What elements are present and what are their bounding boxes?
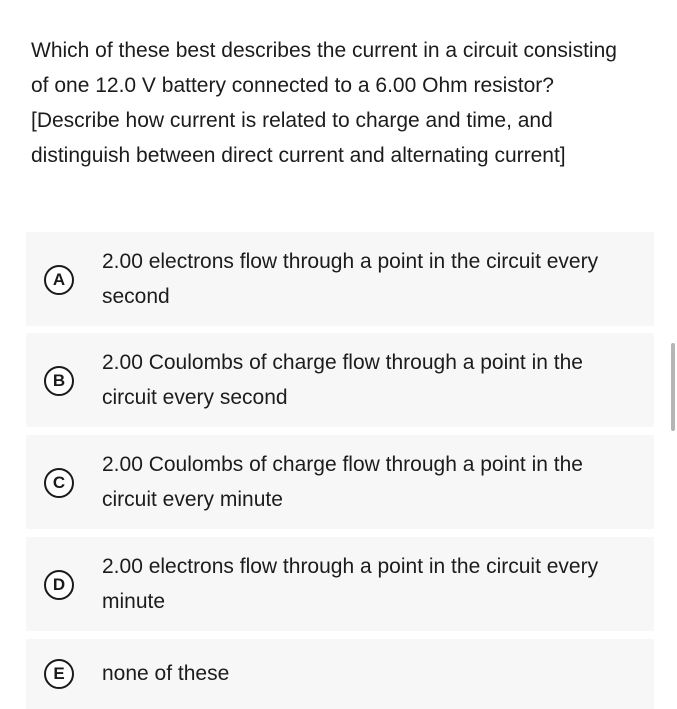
scrollbar[interactable] xyxy=(671,343,675,431)
option-d[interactable] xyxy=(26,537,654,631)
option-e[interactable] xyxy=(26,639,654,709)
option-text: 2.00 electrons flow through a point in the circuit every second xyxy=(102,250,599,308)
option-c[interactable] xyxy=(26,435,654,529)
question-text: Which of these best describes the current in a circuit consisting of one 12.0 V battery connected to a 6.00 Ohm resistor? [Describe how current is related to charge and time, and distinguish between direct current and alternating current] xyxy=(31,39,617,167)
option-text: 2.00 Coulombs of charge flow through a point in the circuit every second xyxy=(102,351,583,409)
option-letter-badge: C xyxy=(44,468,74,498)
option-b[interactable] xyxy=(26,333,654,427)
option-letter-badge: E xyxy=(44,659,74,689)
option-text: none of these xyxy=(102,662,230,685)
option-letter-badge: B xyxy=(44,366,74,396)
option-text: 2.00 Coulombs of charge flow through a point in the circuit every minute xyxy=(102,453,583,511)
option-text: 2.00 electrons flow through a point in the circuit every minute xyxy=(102,555,599,613)
option-letter-badge: D xyxy=(44,570,74,600)
option-letter-badge: A xyxy=(44,265,74,295)
option-a[interactable] xyxy=(26,232,654,326)
